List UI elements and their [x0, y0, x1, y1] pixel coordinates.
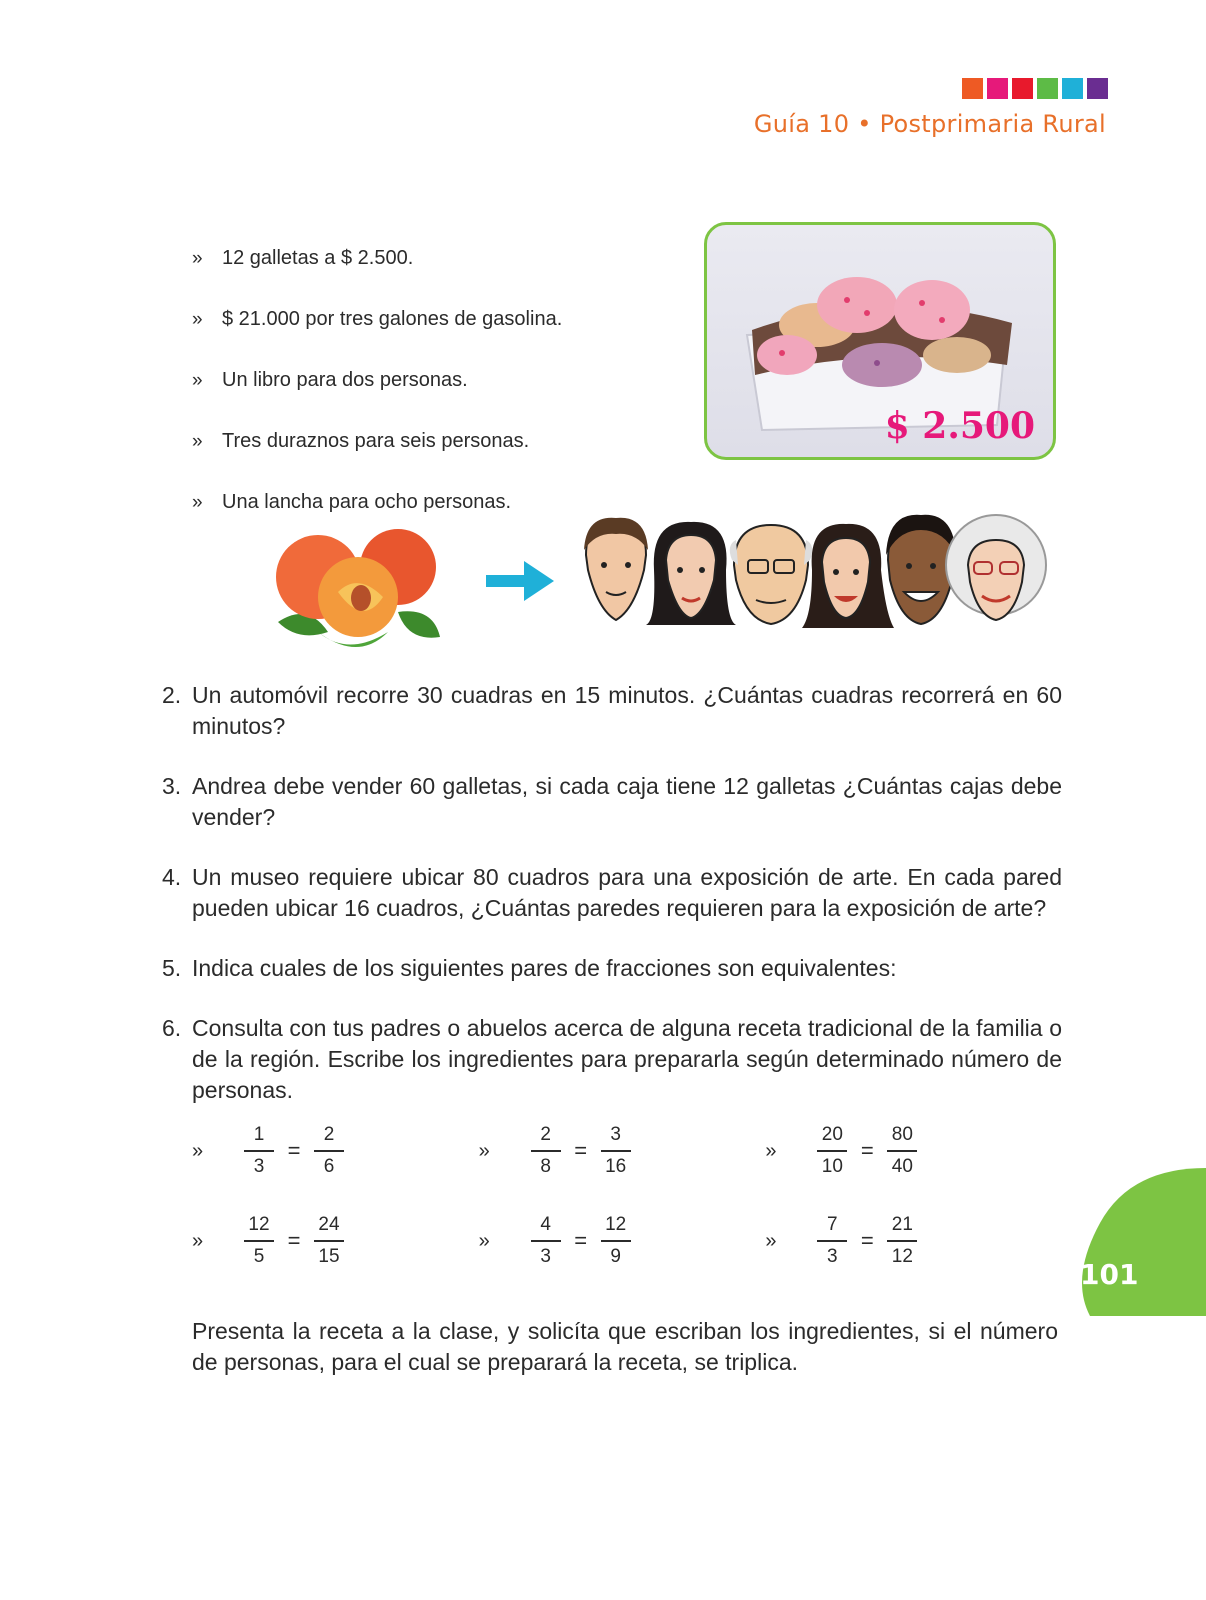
fraction-bar	[314, 1150, 344, 1152]
peaches-icon	[248, 512, 448, 667]
fraction	[885, 1213, 919, 1269]
fraction-bar	[244, 1240, 274, 1242]
numerator: 4	[540, 1214, 551, 1235]
fraction	[599, 1213, 633, 1269]
list-item	[192, 411, 562, 472]
page-number-badge	[1060, 1168, 1206, 1316]
question-number: 2.	[162, 682, 182, 708]
color-swatch	[987, 78, 1008, 99]
face-icon	[646, 522, 736, 625]
bullet-mark: »	[192, 430, 203, 452]
denominator: 6	[323, 1156, 335, 1177]
people-faces	[576, 510, 1060, 639]
fraction-pair	[765, 1122, 1052, 1180]
fraction-bar	[887, 1150, 917, 1152]
question-text: Indica cuales de los siguientes pares de fracciones son equivalentes:	[192, 955, 897, 981]
equals-sign: =	[287, 1138, 301, 1163]
fraction-bar	[531, 1150, 561, 1152]
bullet-text: 12 galletas a $ 2.500.	[222, 247, 414, 269]
face-icon	[946, 515, 1046, 620]
numerator: 1	[253, 1124, 265, 1145]
question-number: 6.	[162, 1015, 182, 1041]
fraction-bar	[817, 1240, 847, 1242]
denominator: 15	[318, 1246, 340, 1267]
face-icon	[730, 525, 813, 624]
fraction-bar	[817, 1150, 847, 1152]
face-icon	[584, 518, 648, 620]
fraction	[529, 1123, 563, 1179]
fraction	[312, 1213, 346, 1269]
color-strip	[962, 78, 1108, 99]
equals-sign: =	[574, 1138, 588, 1163]
color-swatch	[1062, 78, 1083, 99]
question-item	[162, 680, 1062, 742]
denominator: 9	[610, 1246, 621, 1267]
numerator: 12	[605, 1214, 627, 1235]
header-title: Guía 10 • Postprimaria Rural	[753, 110, 1106, 138]
bullet-mark: »	[765, 1229, 777, 1252]
question-item	[162, 862, 1062, 924]
question-number: 4.	[162, 864, 182, 890]
denominator: 3	[253, 1156, 265, 1177]
color-swatch	[962, 78, 983, 99]
question-item	[162, 1013, 1062, 1106]
question-text: Consulta con tus padres o abuelos acerca de alguna receta tradicional de la familia o de la región. Escribe los ingredientes para prepararla según determinado número de personas.	[192, 1015, 1062, 1103]
numerator: 2	[323, 1124, 335, 1145]
fraction	[242, 1213, 276, 1269]
denominator: 40	[891, 1156, 913, 1177]
color-swatch	[1012, 78, 1033, 99]
fraction	[815, 1213, 849, 1269]
bullet-text: Un libro para dos personas.	[222, 369, 468, 391]
denominator: 5	[253, 1246, 265, 1267]
fraction-pairs	[192, 1122, 1052, 1302]
fraction-bar	[314, 1240, 344, 1242]
fraction-pair	[765, 1212, 1052, 1270]
bullet-mark: »	[478, 1229, 490, 1252]
fraction	[312, 1123, 346, 1179]
denominator: 16	[605, 1156, 627, 1177]
question-text: Andrea debe vender 60 galletas, si cada caja tiene 12 galletas ¿Cuántas cajas debe vender?	[192, 773, 1062, 830]
bullet-text: Tres duraznos para seis personas.	[222, 430, 530, 452]
denominator: 10	[821, 1156, 843, 1177]
fraction-pair	[479, 1212, 766, 1270]
question-item	[162, 771, 1062, 833]
bullet-mark: »	[192, 1229, 204, 1252]
bullet-mark: »	[192, 369, 203, 391]
fraction	[242, 1123, 276, 1179]
question-text: Un automóvil recorre 30 cuadras en 15 minutos. ¿Cuántas cuadras recorrerá en 60 minutos?	[192, 682, 1062, 739]
question-number: 5.	[162, 955, 182, 981]
denominator: 8	[540, 1156, 551, 1177]
cookie-photo	[704, 222, 1056, 460]
color-swatch	[1037, 78, 1058, 99]
question-number: 3.	[162, 773, 182, 799]
bullet-mark: »	[192, 247, 203, 269]
color-swatch	[1087, 78, 1108, 99]
list-item	[192, 228, 562, 289]
list-item	[192, 350, 562, 411]
fraction-row	[192, 1212, 1052, 1302]
bullet-list	[192, 228, 562, 533]
question-text: Un museo requiere ubicar 80 cuadros para una exposición de arte. En cada pared pueden ubicar 16 cuadros, ¿Cuántas paredes requieren para la exposición de arte?	[192, 864, 1062, 921]
numerator: 80	[891, 1124, 913, 1145]
price-tag: $ 2.500	[884, 405, 1035, 447]
bullet-mark: »	[192, 491, 203, 513]
bullet-mark: »	[192, 1139, 204, 1162]
denominator: 3	[827, 1246, 838, 1267]
fraction-pair	[192, 1212, 479, 1270]
numerator: 7	[827, 1214, 838, 1235]
denominator: 12	[891, 1246, 913, 1267]
numerator: 21	[891, 1214, 913, 1235]
numerator: 2	[540, 1124, 551, 1145]
bullet-mark: »	[478, 1139, 490, 1162]
fraction	[529, 1213, 563, 1269]
equals-sign: =	[574, 1228, 588, 1253]
fraction	[599, 1123, 633, 1179]
arrow-right-icon	[484, 556, 556, 611]
bullet-mark: »	[192, 308, 203, 330]
denominator: 3	[540, 1246, 551, 1267]
fraction-bar	[601, 1240, 631, 1242]
page-number: 101	[1080, 1258, 1139, 1291]
equals-sign: =	[860, 1228, 874, 1253]
questions-list	[162, 680, 1062, 1135]
face-icon	[802, 524, 894, 628]
fraction-row	[192, 1122, 1052, 1212]
fraction	[885, 1123, 919, 1179]
fraction-bar	[531, 1240, 561, 1242]
numerator: 3	[610, 1124, 621, 1145]
equals-sign: =	[287, 1228, 301, 1253]
question-item	[162, 953, 1062, 984]
fraction-bar	[601, 1150, 631, 1152]
fraction-pair	[192, 1122, 479, 1180]
numerator: 12	[248, 1214, 270, 1235]
list-item	[192, 289, 562, 350]
closing-paragraph: Presenta la receta a la clase, y solicíta que escriban los ingredientes, si el número de personas, para el cual se preparará la receta, se triplica.	[192, 1318, 1058, 1375]
fraction-bar	[887, 1240, 917, 1242]
numerator: 20	[821, 1124, 843, 1145]
equals-sign: =	[860, 1138, 874, 1163]
bullet-mark: »	[765, 1139, 777, 1162]
fraction	[815, 1123, 849, 1179]
bullet-text: Una lancha para ocho personas.	[222, 491, 512, 513]
fraction-pair	[479, 1122, 766, 1180]
fraction-bar	[244, 1150, 274, 1152]
numerator: 24	[318, 1214, 340, 1235]
bullet-text: $ 21.000 por tres galones de gasolina.	[222, 308, 563, 330]
